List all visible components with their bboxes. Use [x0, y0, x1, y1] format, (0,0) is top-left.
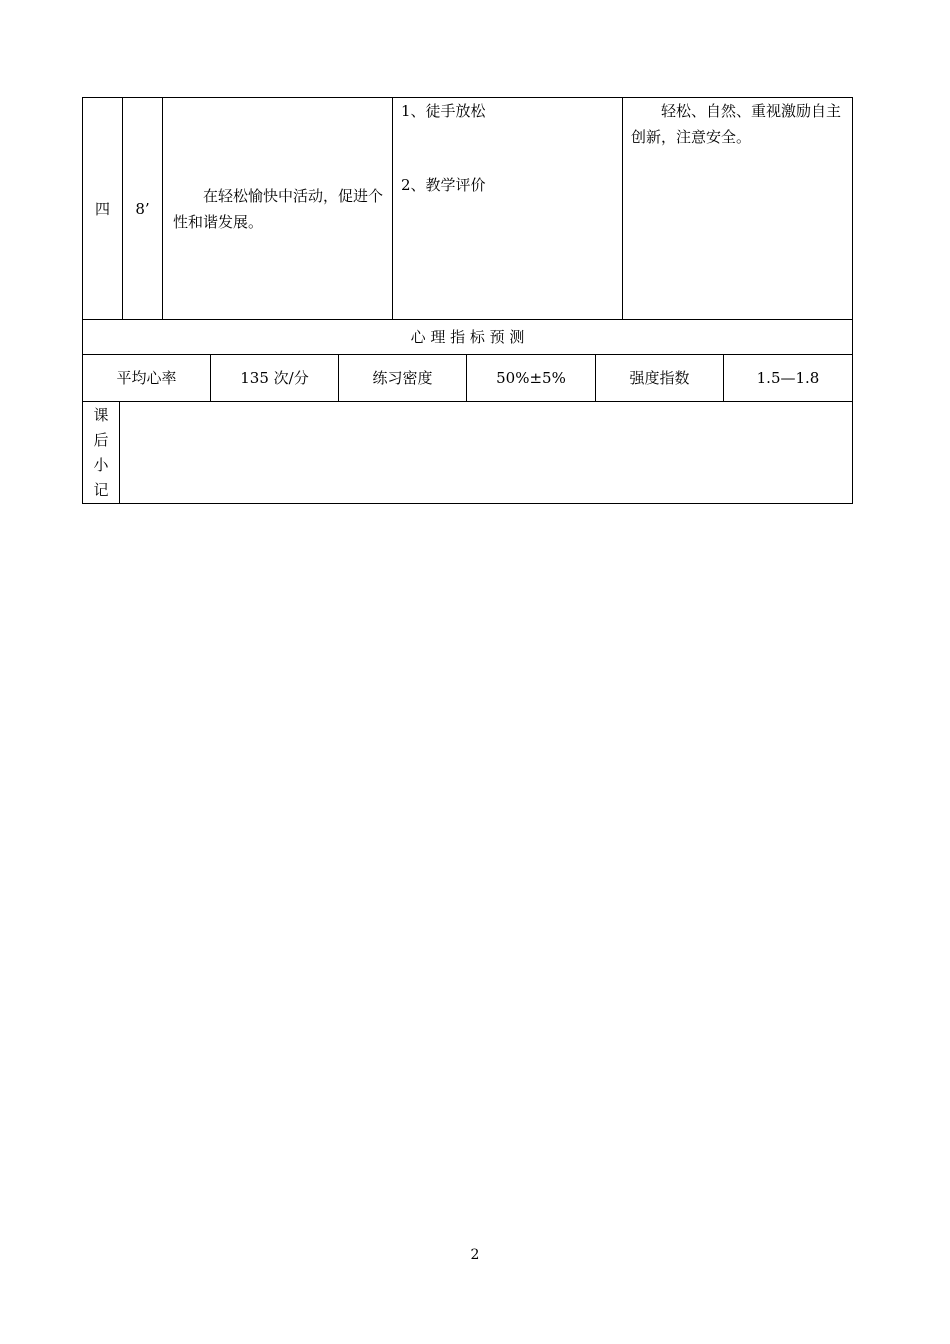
- content-item-1: 1、徒手放松: [401, 102, 486, 120]
- notes-table: [82, 401, 853, 504]
- stage-requirement: 轻松、自然、重视激励自主创新，注意安全。: [631, 102, 842, 146]
- stage-requirement-cell: [623, 98, 853, 320]
- index-values-table: [82, 354, 853, 402]
- index-title-row: [83, 320, 853, 355]
- notes-label: [83, 402, 120, 504]
- notes-label-char-4: 记: [93, 481, 109, 499]
- stage-content-cell: [393, 98, 623, 320]
- avg-heart-rate-label: 平均心率: [83, 355, 211, 402]
- intensity-label: 强度指数: [596, 355, 724, 402]
- index-title: [83, 320, 853, 355]
- notes-label-char-1: 课: [93, 406, 109, 424]
- stage-goal-cell: [163, 98, 393, 320]
- stage-goal: 在轻松愉快中活动，促进个性和谐发展。: [173, 186, 384, 231]
- notes-content: [120, 402, 853, 504]
- notes-label-char-3: 小: [93, 456, 109, 474]
- lesson-stage-table: [82, 97, 853, 355]
- index-values-row: [83, 355, 853, 402]
- stage-number: 四: [83, 98, 123, 320]
- density-value: 50%±5%: [467, 355, 596, 402]
- density-label: 练习密度: [339, 355, 467, 402]
- stage-time: 8’: [123, 98, 163, 320]
- page-number: 2: [470, 1247, 480, 1263]
- notes-row: [83, 402, 853, 504]
- index-title-text: 心 理 指 标 预 测: [410, 328, 525, 346]
- notes-label-char-2: 后: [93, 431, 109, 449]
- stage-row: [83, 98, 853, 320]
- avg-heart-rate-value: 135 次/分: [211, 355, 339, 402]
- intensity-value: 1.5—1.8: [724, 355, 853, 402]
- content-item-2: 2、教学评价: [401, 176, 486, 194]
